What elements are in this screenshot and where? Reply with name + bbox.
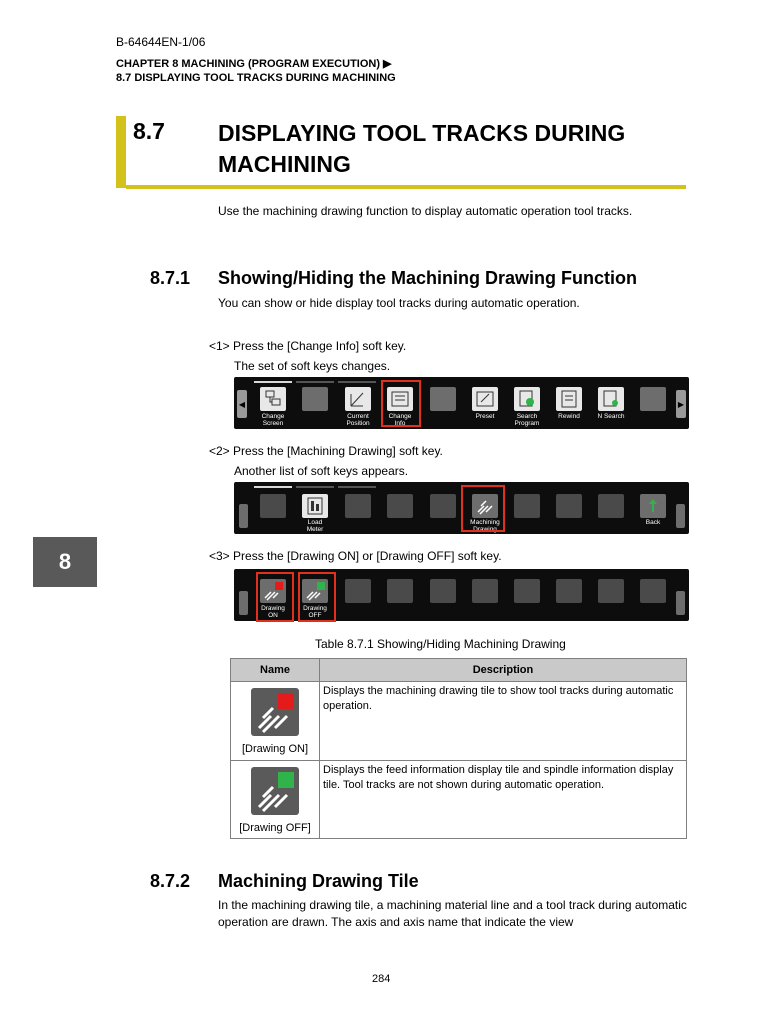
softkey-label: Rewind xyxy=(558,413,580,420)
table-row xyxy=(231,761,687,839)
drawing-on-label: [Drawing ON] xyxy=(241,743,309,755)
blank-key[interactable] xyxy=(430,579,456,603)
search-program-icon xyxy=(514,387,540,411)
blank-key[interactable] xyxy=(430,387,456,411)
side-pill-right xyxy=(676,591,685,615)
blank-key[interactable] xyxy=(556,579,582,603)
blank-key[interactable] xyxy=(640,387,666,411)
blank-key[interactable] xyxy=(598,579,624,603)
position-icon xyxy=(345,387,371,411)
load-meter-key[interactable] xyxy=(302,494,328,518)
side-pill-right xyxy=(676,504,685,528)
preset-key[interactable] xyxy=(472,387,498,411)
chapter-header: CHAPTER 8 MACHINING (PROGRAM EXECUTION) ▶ xyxy=(116,58,392,70)
subsection-title: Machining Drawing Tile xyxy=(218,871,419,891)
side-pill-left xyxy=(239,591,248,615)
page-number: 284 xyxy=(372,973,391,985)
softkey-label: Back xyxy=(645,519,661,526)
change-screen-key[interactable] xyxy=(260,387,286,411)
blank-key[interactable] xyxy=(598,494,624,518)
step-1-subtext: The set of soft keys changes. xyxy=(234,359,391,373)
blank-key[interactable] xyxy=(472,579,498,603)
blank-key[interactable] xyxy=(302,387,328,411)
side-pill-left xyxy=(239,504,248,528)
n-search-icon xyxy=(598,387,624,411)
scroll-right-button[interactable]: ▶ xyxy=(676,390,686,418)
blank-key[interactable] xyxy=(387,494,413,518)
drawing-off-label: [Drawing OFF] xyxy=(239,822,311,834)
softkey-label: Search Program xyxy=(514,413,540,427)
rewind-key[interactable] xyxy=(556,387,582,411)
chapter-tab: 8 xyxy=(33,537,97,587)
subsection-intro: You can show or hide display tool tracks during automatic operation. xyxy=(218,296,580,310)
table-cell-description: Displays the feed information display tile and spindle information display tile. Tool tracks are not shown during automatic operation. xyxy=(320,761,687,839)
softkey-label: N Search xyxy=(597,413,625,420)
document-id: B-64644EN-1/06 xyxy=(116,35,206,49)
softkey-label: Current Position xyxy=(346,413,370,427)
rewind-icon xyxy=(556,387,582,411)
softkey-label: Machining Drawing xyxy=(470,519,500,533)
subsection-number: 8.7.2 xyxy=(150,871,191,891)
blank-key[interactable] xyxy=(430,494,456,518)
heading-underline xyxy=(126,185,686,189)
heading-accent-bar xyxy=(116,116,126,188)
subsection-number: 8.7.1 xyxy=(150,268,191,288)
step-2-text: <2> Press the [Machining Drawing] soft key. xyxy=(209,444,443,458)
softkey-label: Change Info xyxy=(388,413,412,427)
softkey-label: Drawing ON xyxy=(261,605,285,619)
scroll-left-button[interactable]: ◀ xyxy=(237,390,247,418)
highlight-drawing-on xyxy=(256,572,294,622)
blank-key[interactable] xyxy=(514,494,540,518)
change-screen-icon xyxy=(260,387,286,411)
blank-key[interactable] xyxy=(345,494,371,518)
drawing-on-icon xyxy=(251,688,299,736)
softkey-bar-1 xyxy=(234,377,689,429)
section-intro: Use the machining drawing function to display automatic operation tool tracks. xyxy=(218,204,633,218)
softkey-label: Change Screen xyxy=(261,413,285,427)
subsection-title: Showing/Hiding the Machining Drawing Function xyxy=(218,268,637,288)
highlight-drawing-off xyxy=(298,572,336,622)
table-header-row xyxy=(231,659,687,682)
softkey-label: Drawing OFF xyxy=(303,605,327,619)
blank-key[interactable] xyxy=(514,579,540,603)
current-position-key[interactable] xyxy=(345,387,371,411)
step-1-text: <1> Press the [Change Info] soft key. xyxy=(209,339,407,353)
highlight-machining-drawing xyxy=(461,485,505,532)
softkey-label: Load Meter xyxy=(306,519,324,533)
blank-key[interactable] xyxy=(640,579,666,603)
table-row xyxy=(231,682,687,761)
section-title: DISPLAYING TOOL TRACKS DURING MACHINING xyxy=(218,120,626,177)
section-header: 8.7 DISPLAYING TOOL TRACKS DURING MACHINING xyxy=(116,72,396,84)
load-meter-icon xyxy=(302,494,328,518)
table-header-name: Name xyxy=(231,659,320,682)
back-arrow-icon xyxy=(640,494,666,518)
blank-key[interactable] xyxy=(260,494,286,518)
highlight-change-info xyxy=(381,380,421,427)
table-cell-name xyxy=(231,682,320,761)
table-caption: Table 8.7.1 Showing/Hiding Machining Drawing xyxy=(315,637,566,651)
back-key[interactable] xyxy=(640,494,666,518)
table-header-description: Description xyxy=(320,659,687,682)
blank-key[interactable] xyxy=(387,579,413,603)
table-cell-name xyxy=(231,761,320,839)
search-program-key[interactable] xyxy=(514,387,540,411)
blank-key[interactable] xyxy=(556,494,582,518)
softkey-label: Preset xyxy=(475,413,495,420)
description-table xyxy=(230,658,687,839)
table-cell-description: Displays the machining drawing tile to show tool tracks during automatic operation. xyxy=(320,682,687,761)
n-search-key[interactable] xyxy=(598,387,624,411)
preset-icon xyxy=(472,387,498,411)
step-3-text: <3> Press the [Drawing ON] or [Drawing OFF] soft key. xyxy=(209,549,502,563)
section-number: 8.7 xyxy=(133,118,165,144)
subsection-text: In the machining drawing tile, a machining material line and a tool track during automatic operation are drawn. The axis and axis name that indicate the view xyxy=(218,898,687,929)
drawing-off-icon xyxy=(251,767,299,815)
blank-key[interactable] xyxy=(345,579,371,603)
step-2-subtext: Another list of soft keys appears. xyxy=(234,464,409,478)
